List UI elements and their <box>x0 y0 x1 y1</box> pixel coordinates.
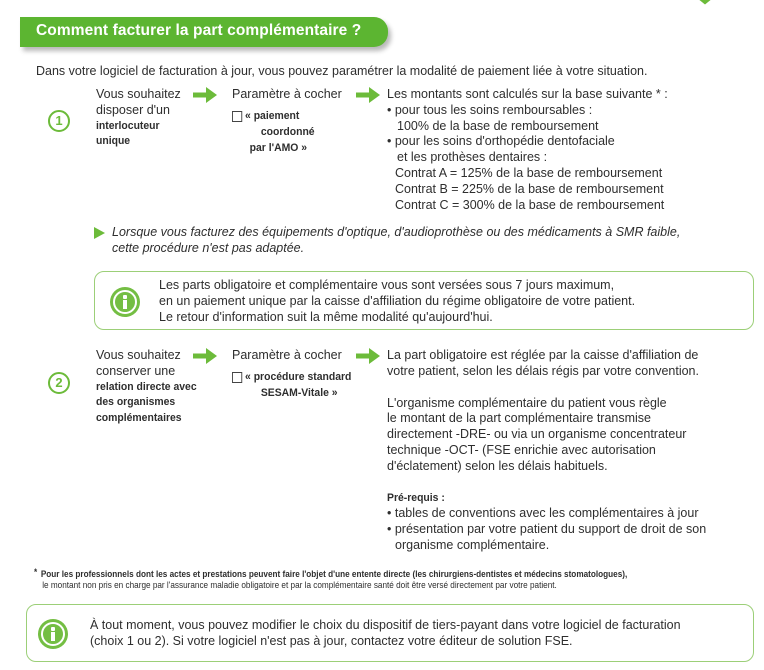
option-2-situation <box>96 348 204 427</box>
footnote-star: * <box>34 567 38 577</box>
option-1-detail-line: et les prothèses dentaires : <box>397 150 548 165</box>
option-2-detail-line: La part obligatoire est réglée par la caisse d'affiliation de <box>387 348 699 362</box>
option-2-situation-bold: des organismes <box>96 396 176 409</box>
info-box-choice-text <box>90 618 681 650</box>
info-line: en un paiement unique par la caisse d'affiliation du régime obligatoire de votre patient. <box>159 293 636 308</box>
option-1-detail-line: Les montants sont calculés sur la base suivante * : <box>387 87 668 101</box>
option-1-note-line: cette procédure n'est pas adaptée. <box>112 240 305 255</box>
option-1-param-line: coordonné <box>260 125 315 138</box>
arrow-right-icon <box>355 86 381 104</box>
option-1-detail-line: • pour tous les soins remboursables : <box>387 102 593 117</box>
option-1-detail-line: Contrat C = 300% de la base de remboursement <box>395 197 665 212</box>
option-1-details <box>387 87 668 213</box>
section-title-bar <box>20 17 388 47</box>
option-2-situation-bold: complémentaires <box>96 412 182 425</box>
option-2-situation-bold: relation directe avec <box>96 380 197 393</box>
footnote-line-2: le montant non pris en charge par l'assurance maladie obligatoire et par la complémentaire santé doit être versé directement par votre patient. <box>42 580 557 590</box>
prerequisite-line: • tables de conventions avec les complémentaires à jour <box>387 506 699 521</box>
option-2-details <box>387 348 706 554</box>
option-1-situation-bold: unique <box>96 135 131 148</box>
info-icon <box>38 619 68 649</box>
note-triangle-icon <box>94 227 105 239</box>
option-1-situation <box>96 87 181 150</box>
option-2-param-line: SESAM-Vitale » <box>260 386 338 399</box>
info-line: Les parts obligatoire et complémentaire vous sont versées sous 7 jours maximum, <box>159 278 615 292</box>
option-1-number-badge: 1 <box>48 110 70 132</box>
arrow-right-icon <box>192 347 218 365</box>
arrow-right-icon <box>355 347 381 365</box>
option-2-situation-line: Vous souhaitez <box>96 348 181 362</box>
option-2-detail-line: directement -DRE- ou via un organisme concentrateur <box>387 427 687 442</box>
option-1-detail-line: • pour les soins d'orthopédie dentofaciale <box>387 134 615 149</box>
option-2-param-line: « procédure standard <box>245 371 352 383</box>
info-box-payment-text <box>159 278 635 325</box>
option-2-number-badge: 2 <box>48 372 70 394</box>
option-2-situation-line: conserver une <box>96 363 176 378</box>
option-2-detail-line: L'organisme complémentaire du patient vous règle <box>387 395 667 410</box>
option-2-detail-line: le montant de la part complémentaire transmise <box>387 411 652 426</box>
info-icon <box>110 287 140 317</box>
option-1-detail-line: 100% de la base de remboursement <box>397 118 599 133</box>
option-2-detail-line: votre patient, selon les délais régis par votre convention. <box>387 363 699 378</box>
option-1-param-line: par l'AMO » <box>249 141 308 154</box>
option-1-note-line: Lorsque vous facturez des équipements d'optique, d'audioprothèse ou des médicaments à SMR faible, <box>112 225 681 239</box>
option-1-param-option <box>232 109 321 156</box>
option-1-situation-bold: interlocuteur <box>96 119 160 132</box>
corner-chevron-decoration <box>668 0 742 14</box>
footnote-line-1: Pour les professionnels dont les actes et prestations peuvent faire l'objet d'une entente directe (les chirurgiens-dentistes et médecins stomatologues), <box>40 569 628 579</box>
option-2-param-label: Paramètre à cocher <box>232 348 342 362</box>
procedure-standard-checkbox <box>232 372 242 383</box>
paiement-coordonne-checkbox <box>232 111 242 122</box>
option-1-param-label: Paramètre à cocher <box>232 87 342 101</box>
option-2-detail-line: technique -OCT- (FSE enrichie avec autorisation <box>387 442 656 457</box>
info-line: (choix 1 ou 2). Si votre logiciel n'est pas à jour, contactez votre éditeur de solution FSE. <box>90 633 573 648</box>
prerequisite-line: organisme complémentaire. <box>395 537 550 552</box>
option-1-detail-line: Contrat A = 125% de la base de remboursement <box>395 165 663 180</box>
info-line: À tout moment, vous pouvez modifier le choix du dispositif de tiers-payant dans votre logiciel de facturation <box>90 618 681 632</box>
arrow-right-icon <box>192 86 218 104</box>
option-2-detail-line: d'éclatement) selon les délais habituels. <box>387 458 608 473</box>
option-1-situation-line: disposer d'un <box>96 102 170 117</box>
option-1-note <box>112 225 680 257</box>
option-1-detail-line: Contrat B = 225% de la base de remboursement <box>395 181 664 196</box>
info-box-choice <box>26 604 754 662</box>
prerequisite-line: • présentation par votre patient du support de droit de son <box>387 522 707 537</box>
option-1-param-line: « paiement <box>245 110 300 122</box>
section-title: Comment facturer la part complémentaire ? <box>36 22 362 39</box>
option-2-param-option <box>232 370 360 402</box>
prerequisites-title: Pré-requis : <box>387 491 445 504</box>
intro-text: Dans votre logiciel de facturation à jour, vous pouvez paramétrer la modalité de paiement liée à votre situation. <box>36 64 648 78</box>
info-box-payment <box>94 271 754 330</box>
footnote <box>34 569 627 591</box>
info-line: Le retour d'information suit la même modalité qu'aujourd'hui. <box>159 309 493 324</box>
option-1-situation-line: Vous souhaitez <box>96 87 181 101</box>
